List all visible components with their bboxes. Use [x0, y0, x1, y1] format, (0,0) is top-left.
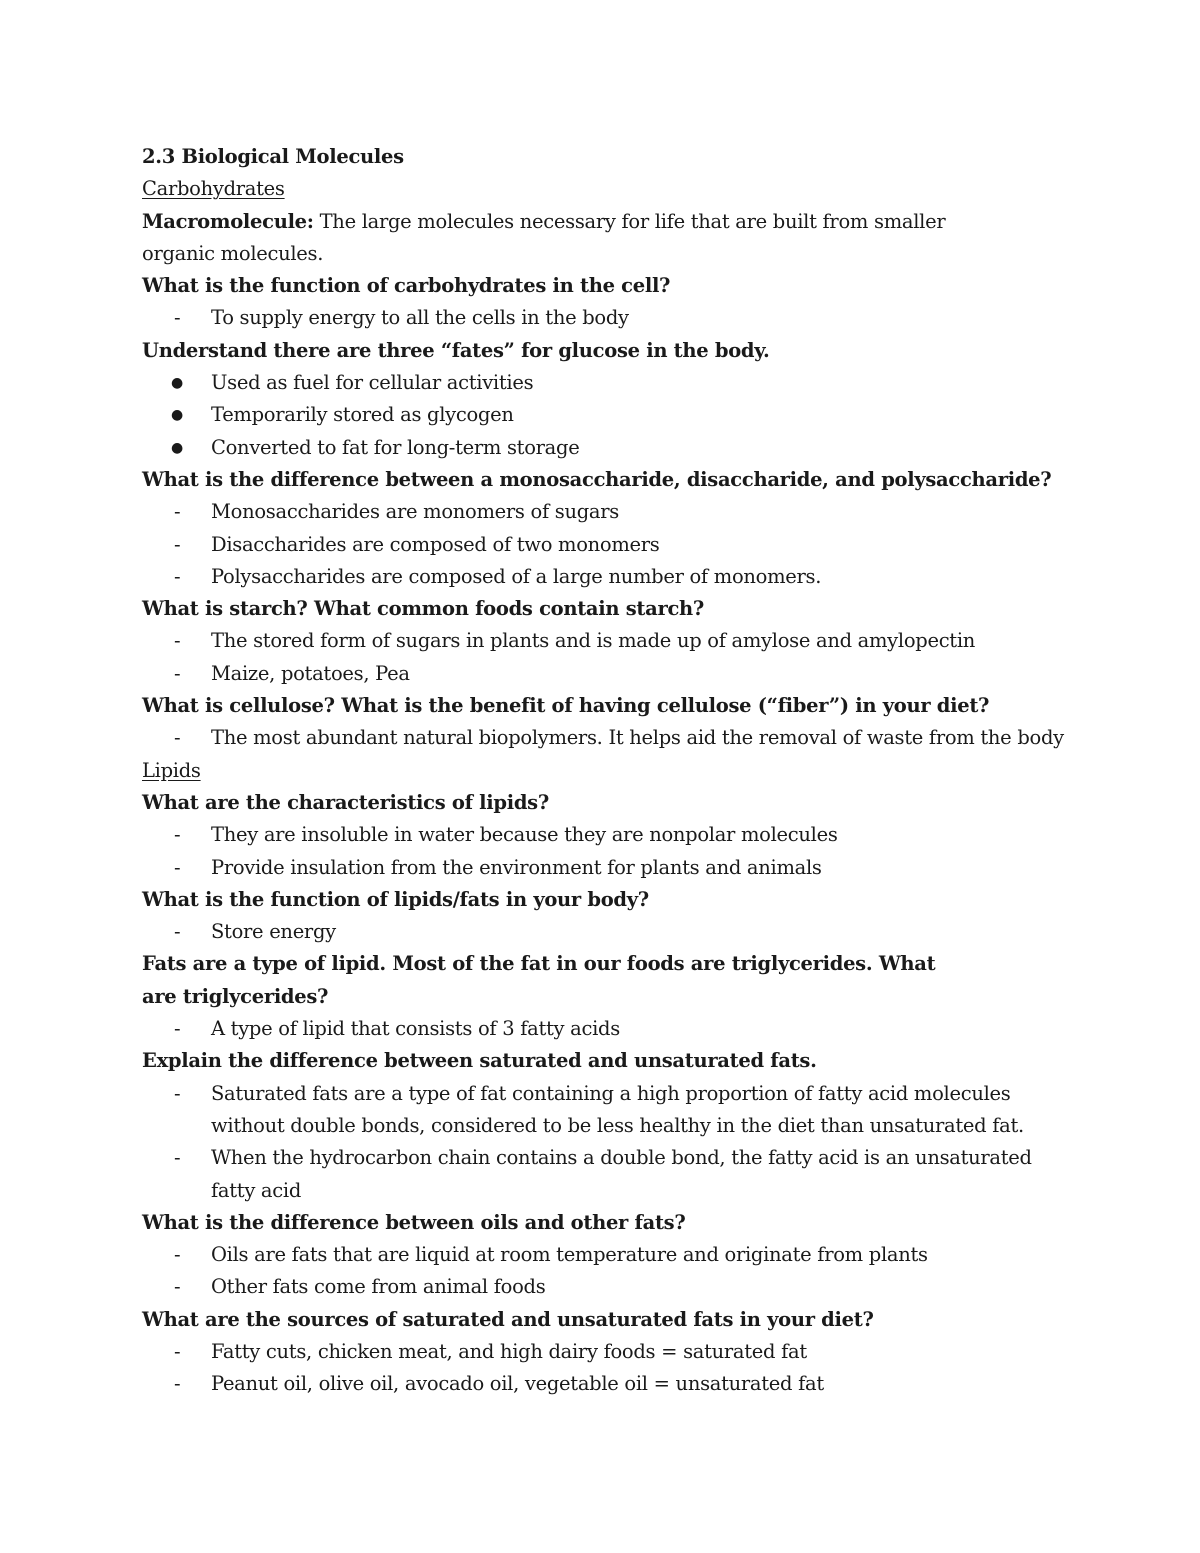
- question-lipid-function: What is the function of lipids/fats in your body?: [142, 887, 649, 911]
- answer-text: Provide insulation from the environment for plants and animals: [211, 855, 822, 879]
- answer-text: The most abundant natural biopolymers. It helps aid the removal of waste from the body: [211, 726, 1064, 750]
- answer-text: Maize, potatoes, Pea: [211, 661, 410, 685]
- dash-marker: -: [174, 1275, 181, 1299]
- dash-marker: -: [174, 855, 181, 879]
- answer-text: They are insoluble in water because they are nonpolar molecules: [211, 823, 838, 847]
- answer-item: [142, 496, 1072, 528]
- bullet-marker: ●: [171, 375, 183, 392]
- dash-marker: -: [174, 564, 181, 588]
- question-cellulose: What is cellulose? What is the benefit of having cellulose (“fiber”) in your diet?: [142, 694, 990, 718]
- document-title: 2.3 Biological Molecules: [142, 145, 404, 168]
- bullet-text: Temporarily stored as glycogen: [211, 403, 514, 427]
- definition-text: The large molecules necessary for life that are built from smaller organic molecules.: [142, 209, 946, 265]
- answer-text: Store energy: [211, 920, 336, 944]
- dash-marker: -: [174, 823, 181, 847]
- bullet-text: Used as fuel for cellular activities: [211, 371, 534, 395]
- answer-text: Monosaccharides are monomers of sugars: [211, 500, 619, 524]
- answer-text: Oils are fats that are liquid at room temperature and originate from plants: [211, 1243, 928, 1267]
- answer-item: [142, 1078, 1072, 1143]
- answer-item: [142, 722, 1072, 754]
- answer-item: [142, 852, 1072, 884]
- dash-marker: -: [174, 306, 181, 330]
- dash-marker: -: [174, 500, 181, 524]
- answer-item: [142, 561, 1072, 593]
- question-starch: What is starch? What common foods contain starch?: [142, 597, 705, 621]
- answer-text: Peanut oil, olive oil, avocado oil, vegetable oil = unsaturated fat: [211, 1372, 824, 1396]
- answer-item: [142, 1271, 1072, 1303]
- question-carb-function: What is the function of carbohydrates in the cell?: [142, 274, 671, 298]
- question-oils-vs-fats: What is the difference between oils and other fats?: [142, 1210, 686, 1234]
- answer-text: When the hydrocarbon chain contains a double bond, the fatty acid is an unsaturated fatty acid: [211, 1146, 1032, 1202]
- definition-term: Macromolecule:: [142, 209, 314, 233]
- dash-marker: -: [174, 1339, 181, 1363]
- bullet-item: [142, 432, 1072, 464]
- dash-marker: -: [174, 532, 181, 556]
- bullet-marker: ●: [171, 407, 183, 424]
- dash-marker: -: [174, 1017, 181, 1041]
- answer-text: Other fats come from animal foods: [211, 1275, 546, 1299]
- dash-marker: -: [174, 629, 181, 653]
- answer-text: Polysaccharides are composed of a large number of monomers.: [211, 564, 822, 588]
- answer-text: Fatty cuts, chicken meat, and high dairy foods = saturated fat: [211, 1339, 807, 1363]
- answer-item: [142, 1336, 1072, 1368]
- dash-marker: -: [174, 1372, 181, 1396]
- dash-marker: -: [174, 1243, 181, 1267]
- answer-item: [142, 1013, 1072, 1045]
- question-saturated-vs-unsaturated: Explain the difference between saturated and unsaturated fats.: [142, 1049, 817, 1073]
- bullet-marker: ●: [171, 439, 183, 456]
- question-saccharides: What is the difference between a monosaccharide, disaccharide, and polysaccharide?: [142, 467, 1052, 491]
- answer-item: [142, 916, 1072, 948]
- definition-macromolecule: [142, 206, 1022, 271]
- answer-text: The stored form of sugars in plants and is made up of amylose and amylopectin: [211, 629, 976, 653]
- bullet-item: [142, 367, 1072, 399]
- answer-item: [142, 625, 1072, 657]
- question-lipid-characteristics: What are the characteristics of lipids?: [142, 790, 549, 814]
- answer-item: [142, 1142, 1072, 1207]
- answer-item: [142, 1239, 1072, 1271]
- bullet-text: Converted to fat for long-term storage: [211, 435, 580, 459]
- question-triglycerides: Fats are a type of lipid. Most of the fat in our foods are triglycerides. What are triglycerides?: [142, 952, 936, 1008]
- dash-marker: -: [174, 1081, 181, 1105]
- question-glucose-fates: Understand there are three “fates” for glucose in the body.: [142, 338, 770, 362]
- answer-item: [142, 1368, 1072, 1400]
- dash-marker: -: [174, 920, 181, 944]
- section-heading-carbohydrates: Carbohydrates: [142, 177, 285, 201]
- bullet-item: [142, 399, 1072, 431]
- question-fat-sources: What are the sources of saturated and unsaturated fats in your diet?: [142, 1307, 874, 1331]
- dash-marker: -: [174, 1146, 181, 1170]
- answer-text: Disaccharides are composed of two monomers: [211, 532, 660, 556]
- answer-item: [142, 302, 1072, 334]
- dash-marker: -: [174, 661, 181, 685]
- answer-item: [142, 529, 1072, 561]
- answer-text: To supply energy to all the cells in the body: [211, 306, 629, 330]
- answer-item: [142, 658, 1072, 690]
- document-page: [142, 141, 1072, 1401]
- dash-marker: -: [174, 726, 181, 750]
- answer-text: Saturated fats are a type of fat containing a high proportion of fatty acid molecules without double bonds, considered to be less healthy in the diet than unsaturated fat.: [211, 1081, 1024, 1137]
- answer-text: A type of lipid that consists of 3 fatty acids: [211, 1017, 620, 1041]
- section-heading-lipids: Lipids: [142, 758, 201, 782]
- answer-item: [142, 819, 1072, 851]
